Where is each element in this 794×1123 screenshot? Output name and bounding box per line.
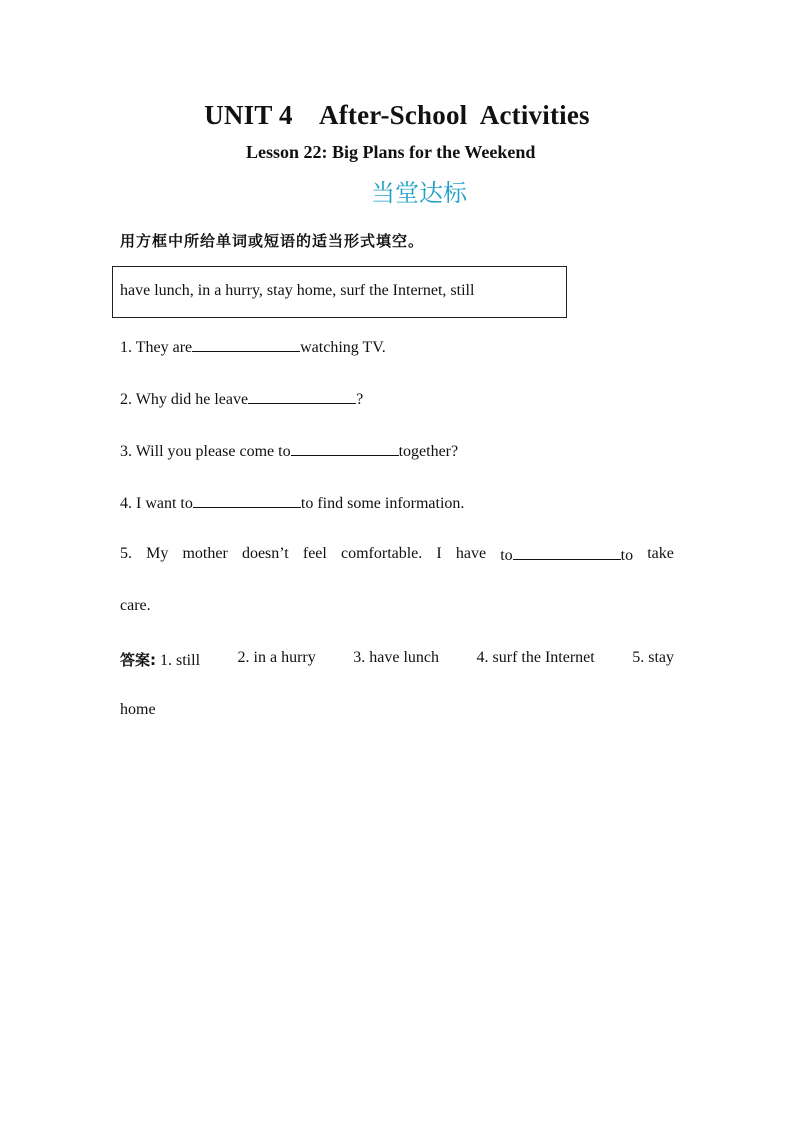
word-box	[112, 266, 567, 318]
question-1-prefix: 1. They are	[120, 339, 193, 356]
question-5-word: doesn’t	[241, 545, 289, 562]
question-5-word: I	[436, 545, 442, 562]
answer-blank	[192, 337, 300, 352]
question-5-word: to	[620, 547, 634, 564]
question-5-word: My	[146, 545, 169, 562]
answer-blank	[513, 545, 621, 560]
question-5-word: take	[647, 545, 674, 562]
question-2	[120, 389, 363, 409]
question-5-word: to	[500, 547, 513, 564]
question-5	[120, 545, 674, 565]
question-1	[120, 337, 386, 357]
answer-item: 1. still	[160, 652, 201, 669]
section-title: 当堂达标	[371, 179, 467, 207]
question-3	[120, 441, 458, 461]
answer-item: 2. in a hurry	[237, 649, 316, 666]
question-5-word: feel	[302, 545, 327, 562]
answer-continuation: home	[120, 701, 156, 718]
question-5-continuation: care.	[120, 597, 151, 614]
lesson-title: Lesson 22: Big Plans for the Weekend	[246, 142, 536, 162]
question-5-word: 5.	[120, 545, 132, 562]
page-title: UNIT 4 After-School Activities	[204, 100, 590, 130]
question-3-prefix: 3. Will you please come to	[120, 443, 291, 460]
answer-label: 答案:	[120, 651, 156, 669]
word-box-text: have lunch, in a hurry, stay home, surf the Internet, still	[120, 282, 475, 299]
question-2-prefix: 2. Why did he leave	[120, 391, 249, 408]
instruction-text: 用方框中所给单词或短语的适当形式填空。	[120, 232, 425, 250]
answer-key	[120, 649, 674, 670]
question-1-suffix: watching TV.	[300, 339, 386, 356]
question-4-suffix: to find some information.	[300, 495, 465, 512]
question-4	[120, 493, 464, 513]
question-4-prefix: 4. I want to	[120, 495, 193, 512]
question-5-word: have	[455, 545, 487, 562]
question-5-word: comfortable.	[340, 545, 423, 562]
answer-blank	[248, 389, 356, 404]
answer-key-first	[120, 649, 200, 670]
answer-item: 4. surf the Internet	[476, 649, 595, 666]
question-5-blank-group	[500, 545, 633, 565]
question-5-word: mother	[182, 545, 228, 562]
answer-blank	[193, 493, 301, 508]
answer-blank	[291, 441, 399, 456]
question-2-suffix: ?	[356, 391, 364, 408]
question-3-suffix: together?	[398, 443, 459, 460]
answer-item: 5. stay	[632, 649, 674, 666]
answer-item: 3. have lunch	[353, 649, 439, 666]
